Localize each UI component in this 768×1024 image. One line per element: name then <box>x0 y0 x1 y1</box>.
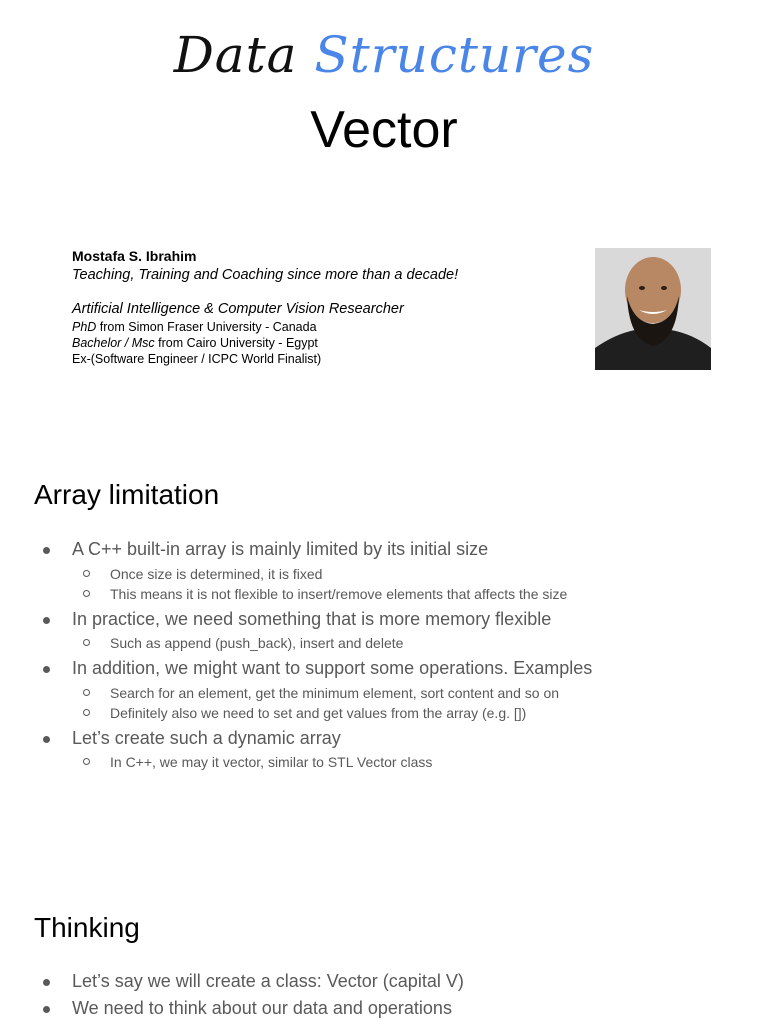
list-item: We need to think about our data and operations <box>34 998 754 1020</box>
sub-list-item: Definitely also we need to set and get values from the array (e.g. []) <box>72 703 754 723</box>
lecture-title: Vector <box>310 101 458 159</box>
array-limitation-list <box>34 539 754 777</box>
sub-list <box>72 752 754 772</box>
author-experience: Ex-(Software Engineer / ICPC World Finalist) <box>72 351 322 366</box>
list-item <box>34 609 754 654</box>
course-title <box>0 26 768 84</box>
list-item <box>34 539 754 604</box>
bachelor-degree: Bachelor / Msc <box>72 335 155 350</box>
sub-list-item: This means it is not flexible to insert/remove elements that affects the size <box>72 584 754 604</box>
sub-list-item: Once size is determined, it is fixed <box>72 564 754 584</box>
bullet-text: Let’s create such a dynamic array <box>72 727 341 748</box>
author-portrait-icon <box>595 248 711 370</box>
bullet-text: In practice, we need something that is more memory flexible <box>72 608 552 629</box>
author-role: Artificial Intelligence & Computer Vision Researcher <box>72 301 404 318</box>
array-limitation-heading: Array limitation <box>34 479 220 510</box>
bullet-text: In addition, we might want to support some operations. Examples <box>72 658 593 679</box>
course-title-word-2: Structures <box>314 26 595 84</box>
sub-list-item: Such as append (push_back), insert and delete <box>72 633 754 653</box>
author-bachelor <box>72 336 572 351</box>
course-title-word-1: Data <box>173 26 298 84</box>
bachelor-text: from Cairo University - Egypt <box>154 335 318 350</box>
author-phd <box>72 320 572 335</box>
list-item: Let’s say we will create a class: Vector (capital V) <box>34 971 754 993</box>
sub-list <box>72 683 754 723</box>
sub-list <box>72 564 754 604</box>
author-photo <box>595 248 711 370</box>
thinking-list <box>34 971 754 1024</box>
list-item <box>34 728 754 773</box>
phd-degree: PhD <box>72 319 97 334</box>
author-name: Mostafa S. Ibrahim <box>72 248 197 264</box>
author-info <box>72 248 572 367</box>
bullet-text: A C++ built-in array is mainly limited by its initial size <box>72 539 489 559</box>
phd-text: from Simon Fraser University - Canada <box>96 319 317 334</box>
sub-list <box>72 633 754 653</box>
thinking-heading: Thinking <box>34 912 140 943</box>
sub-list-item: Search for an element, get the minimum element, sort content and so on <box>72 683 754 703</box>
author-tagline: Teaching, Training and Coaching since more than a decade! <box>72 266 459 283</box>
sub-list-item: In C++, we may it vector, similar to STL Vector class <box>72 752 754 772</box>
list-item <box>34 658 754 723</box>
